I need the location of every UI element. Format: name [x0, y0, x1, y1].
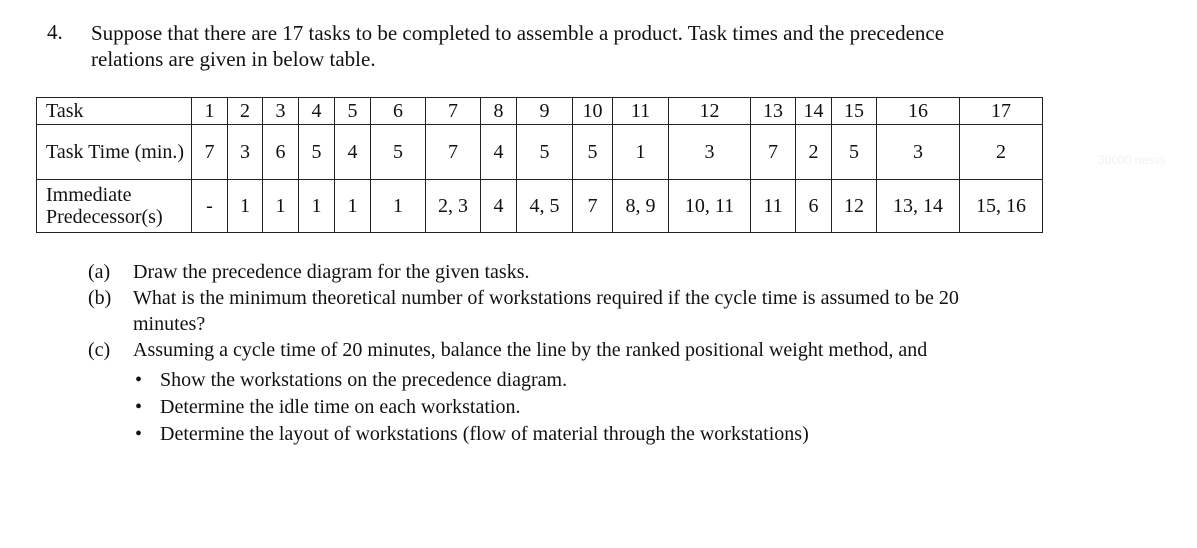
task-cell: 10: [573, 98, 613, 125]
question-parts: [88, 259, 1013, 448]
bullet-text: Determine the layout of workstations (flow of material through the workstations): [160, 423, 809, 445]
bullet-icon: •: [135, 396, 143, 418]
predecessor-cell: 15, 16: [960, 180, 1043, 233]
task-cell: 6: [371, 98, 426, 125]
task-cell: 16: [877, 98, 960, 125]
task-cell: 9: [517, 98, 573, 125]
task-cell: 11: [613, 98, 669, 125]
time-cell: 7: [751, 125, 796, 180]
bullet-item: [88, 367, 1013, 394]
bullet-list: [88, 367, 1013, 448]
time-cell: 2: [796, 125, 832, 180]
time-row: [37, 125, 1043, 180]
part-label: (c): [88, 339, 111, 361]
predecessor-cell: 2, 3: [426, 180, 481, 233]
part-label: (a): [88, 261, 111, 283]
time-cell: 5: [832, 125, 877, 180]
row-label-time: Task Time (min.): [37, 125, 192, 180]
task-table: [36, 97, 1043, 233]
time-cell: 5: [517, 125, 573, 180]
predecessor-cell: -: [192, 180, 228, 233]
watermark-text: 30000 nasss: [1098, 153, 1167, 167]
predecessor-cell: 7: [573, 180, 613, 233]
task-cell: 1: [192, 98, 228, 125]
task-cell: 8: [481, 98, 517, 125]
task-cell: 2: [228, 98, 263, 125]
task-cell: 12: [669, 98, 751, 125]
predecessor-cell: 11: [751, 180, 796, 233]
task-cell: 14: [796, 98, 832, 125]
predecessor-cell: 13, 14: [877, 180, 960, 233]
part-text: What is the minimum theoretical number of workstations required if the cycle time is assumed to be 20 minutes?: [133, 287, 959, 335]
task-cell: 4: [299, 98, 335, 125]
time-cell: 5: [573, 125, 613, 180]
task-cell: 7: [426, 98, 481, 125]
predecessor-cell: 1: [371, 180, 426, 233]
predecessor-cell: 1: [228, 180, 263, 233]
predecessor-cell: 1: [335, 180, 371, 233]
task-cell: 15: [832, 98, 877, 125]
time-cell: 3: [669, 125, 751, 180]
predecessor-cell: 4, 5: [517, 180, 573, 233]
bullet-item: [88, 421, 1013, 448]
part-c: [88, 337, 1013, 363]
task-cell: 5: [335, 98, 371, 125]
bullet-text: Determine the idle time on each workstation.: [160, 396, 521, 418]
predecessor-cell: 6: [796, 180, 832, 233]
time-cell: 4: [481, 125, 517, 180]
time-cell: 2: [960, 125, 1043, 180]
time-cell: 7: [192, 125, 228, 180]
question-number: 4.: [47, 20, 63, 44]
time-cell: 1: [613, 125, 669, 180]
bullet-item: [88, 394, 1013, 421]
time-cell: 3: [228, 125, 263, 180]
part-b: [88, 285, 1013, 337]
time-cell: 4: [335, 125, 371, 180]
predecessor-cell: 1: [263, 180, 299, 233]
predecessor-row: [37, 180, 1043, 233]
bullet-text: Show the workstations on the precedence diagram.: [160, 369, 568, 391]
part-a: [88, 259, 1013, 285]
row-label-predecessors: Immediate Predecessor(s): [37, 180, 192, 233]
time-cell: 3: [877, 125, 960, 180]
part-text: Draw the precedence diagram for the given tasks.: [133, 261, 530, 283]
predecessor-cell: 12: [832, 180, 877, 233]
task-cell: 17: [960, 98, 1043, 125]
time-cell: 5: [371, 125, 426, 180]
bullet-icon: •: [135, 423, 143, 445]
predecessor-cell: 4: [481, 180, 517, 233]
task-cell: 3: [263, 98, 299, 125]
question-text: Suppose that there are 17 tasks to be completed to assemble a product. Task times and the precedence relations are given in below table.: [91, 21, 945, 71]
row-label-task: Task: [37, 98, 192, 125]
time-cell: 7: [426, 125, 481, 180]
part-text: Assuming a cycle time of 20 minutes, balance the line by the ranked positional weight method, and: [133, 339, 928, 361]
bullet-icon: •: [135, 369, 143, 391]
time-cell: 5: [299, 125, 335, 180]
predecessor-cell: 1: [299, 180, 335, 233]
task-row: [37, 98, 1043, 125]
predecessor-cell: 10, 11: [669, 180, 751, 233]
part-label: (b): [88, 287, 112, 309]
predecessor-cell: 8, 9: [613, 180, 669, 233]
time-cell: 6: [263, 125, 299, 180]
task-cell: 13: [751, 98, 796, 125]
